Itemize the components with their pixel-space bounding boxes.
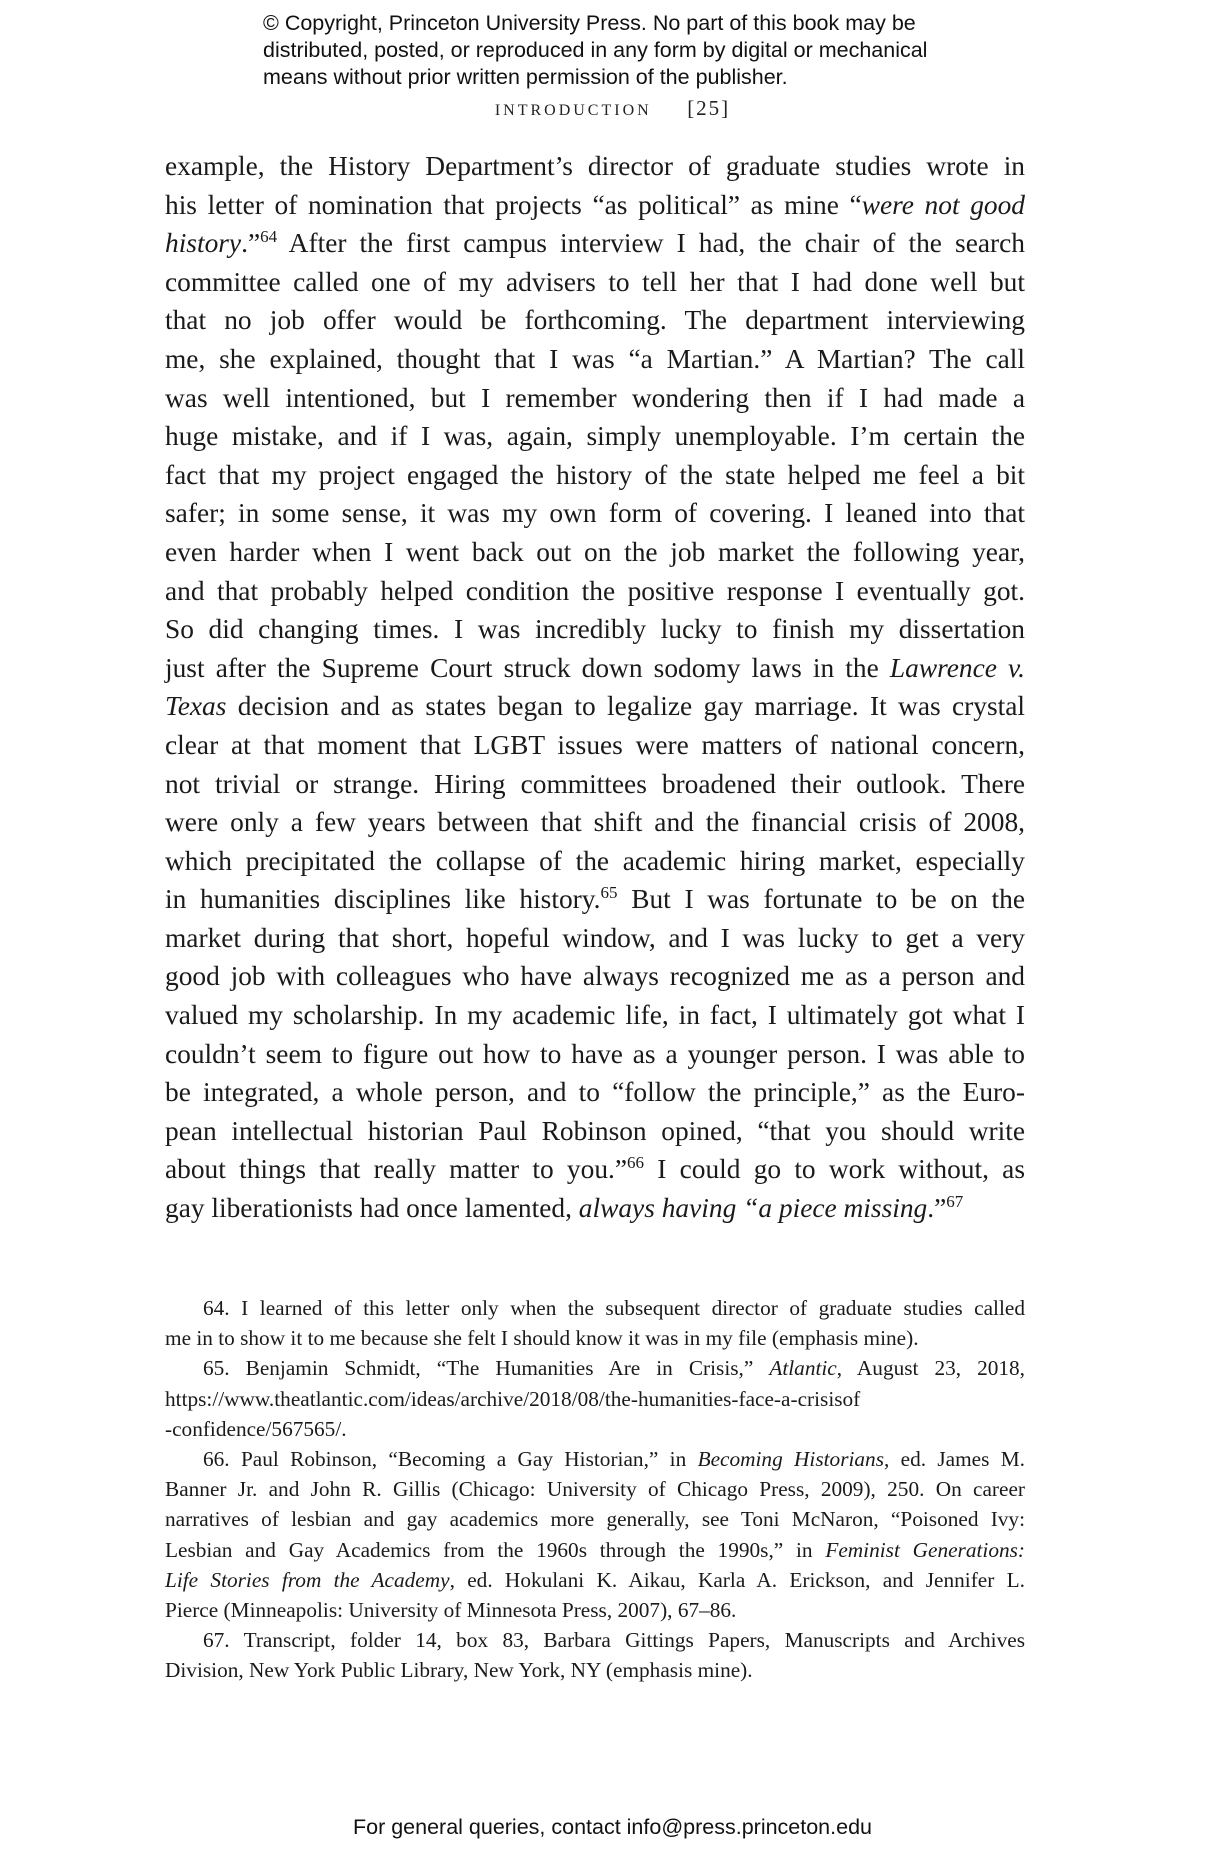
footnote-ref-66[interactable]: 66 <box>627 1153 645 1173</box>
footnote-65-url[interactable]: https://www.theatlantic.com/ideas/archive/2018/08/the-humanities-face-a-crisisof <box>165 1386 861 1411</box>
body-line: clear at that moment that LGBT issues were matters of national concern, <box>165 729 1025 760</box>
body-line: valued my scholarship. In my academic life, in fact, I ultimately got what I <box>165 1000 1025 1031</box>
footnote-66: 66. Paul Robinson, “Becoming a Gay Historian,” in Becoming Historians, ed. James M. <box>203 1446 1026 1471</box>
footnote-66: Life Stories from the Academy, ed. Hokulani K. Aikau, Karla A. Erickson, and Jennifer L. <box>165 1567 1025 1592</box>
body-line: me, she explained, thought that I was “a Martian.” A Martian? The call <box>165 343 1025 374</box>
contact-notice: For general queries, contact info@press.princeton.edu <box>352 1815 872 1839</box>
body-line: were only a few years between that shift and the financial crisis of 2008, <box>165 807 1025 838</box>
footnote-ref-67[interactable]: 67 <box>946 1192 964 1212</box>
body-line: not trivial or strange. Hiring committees broadened their outlook. There <box>165 768 1025 799</box>
body-line: was well intentioned, but I remember wondering then if I had made a <box>165 382 1025 413</box>
copyright-line: distributed, posted, or reproduced in any form by digital or mechanical <box>263 38 928 62</box>
footnote-65-url[interactable]: -confidence/567565/. <box>165 1416 347 1441</box>
footnotes <box>165 1293 1025 1685</box>
body-line: huge mistake, and if I was, again, simply unemployable. I’m certain the <box>165 421 1025 452</box>
body-line: about things that really matter to you.”$^{66}$ I could go to work without, as <box>165 1153 1025 1185</box>
footnote-64: 64. I learned of this letter only when the subsequent director of graduate studies called <box>203 1296 1025 1320</box>
body-line: couldn’t seem to figure out how to have as a younger person. I was able to <box>165 1038 1025 1069</box>
body-line: history.”$^{64}$ After the first campus interview I had, the chair of the search <box>165 227 1025 259</box>
body-line: market during that short, hopeful window, and I was lucky to get a very <box>165 922 1025 953</box>
running-head <box>0 95 1225 121</box>
body-line: fact that my project engaged the history of the state helped me feel a bit <box>165 459 1025 490</box>
body-line: just after the Supreme Court struck down sodomy laws in the Lawrence v. <box>165 652 1025 683</box>
footnote-ref-64[interactable]: 64 <box>260 227 278 247</box>
body-line: pean intellectual historian Paul Robinson opined, “that you should write <box>165 1115 1025 1146</box>
page-number: [25] <box>687 96 731 120</box>
body-line: committee called one of my advisers to tell her that I had done well but <box>165 266 1025 297</box>
footnote-64: me in to show it to me because she felt I should know it was in my file (emphasis mine). <box>165 1326 919 1351</box>
body-line: good job with colleagues who have always recognized me as a person and <box>165 961 1025 992</box>
footnote-65: 65. Benjamin Schmidt, “The Humanities Are in Crisis,” Atlantic, August 23, 2018, <box>203 1356 1025 1381</box>
chapter-title: introduction <box>494 95 652 120</box>
copyright-line: means without prior written permission of the publisher. <box>263 65 788 89</box>
copyright-notice <box>263 10 1023 91</box>
copyright-line: © Copyright, Princeton University Press. No part of this book may be <box>263 11 916 35</box>
footnote-66: Pierce (Minneapolis: University of Minnesota Press, 2007), 67–86. <box>165 1597 737 1622</box>
body-line: safer; in some sense, it was my own form of covering. I leaned into that <box>165 498 1025 529</box>
footnote-67: Division, New York Public Library, New York, NY (emphasis mine). <box>165 1658 753 1683</box>
body-line: which precipitated the collapse of the academic hiring market, especially <box>165 845 1025 876</box>
body-line: Texas decision and as states began to legalize gay marriage. It was crystal <box>165 691 1025 722</box>
body-line: gay liberationists had once lamented, always having “a piece missing.”$^{67}$ <box>165 1192 964 1224</box>
body-line: that no job offer would be forthcoming. The department interviewing <box>165 305 1025 336</box>
body-line: his letter of nomination that projects “as political” as mine “were not good <box>165 189 1025 220</box>
body-line: be integrated, a whole person, and to “follow the principle,” as the Euro- <box>165 1077 1025 1108</box>
body-line: and that probably helped condition the positive response I eventually got. <box>165 575 1025 606</box>
body-line: in humanities disciplines like history.$^{65}$ But I was fortunate to be on the <box>165 883 1026 915</box>
footnote-67: 67. Transcript, folder 14, box 83, Barbara Gittings Papers, Manuscripts and Archives <box>203 1628 1025 1653</box>
footnote-66: Lesbian and Gay Academics from the 1960s through the 1990s,” in Feminist Generations: <box>165 1537 1026 1562</box>
footnote-66: Banner Jr. and John R. Gillis (Chicago: University of Chicago Press, 2009), 250. On career <box>165 1477 1025 1502</box>
body-line: even harder when I went back out on the job market the following year, <box>165 536 1025 567</box>
footnote-ref-65[interactable]: 65 <box>600 883 618 903</box>
body-paragraph <box>165 147 1025 1228</box>
footnote-66: narratives of lesbian and gay academics more generally, see Toni McNaron, “Poisoned Ivy: <box>165 1507 1025 1532</box>
body-line: example, the History Department’s director of graduate studies wrote in <box>165 151 1025 181</box>
body-line: So did changing times. I was incredibly lucky to finish my dissertation <box>165 614 1025 645</box>
